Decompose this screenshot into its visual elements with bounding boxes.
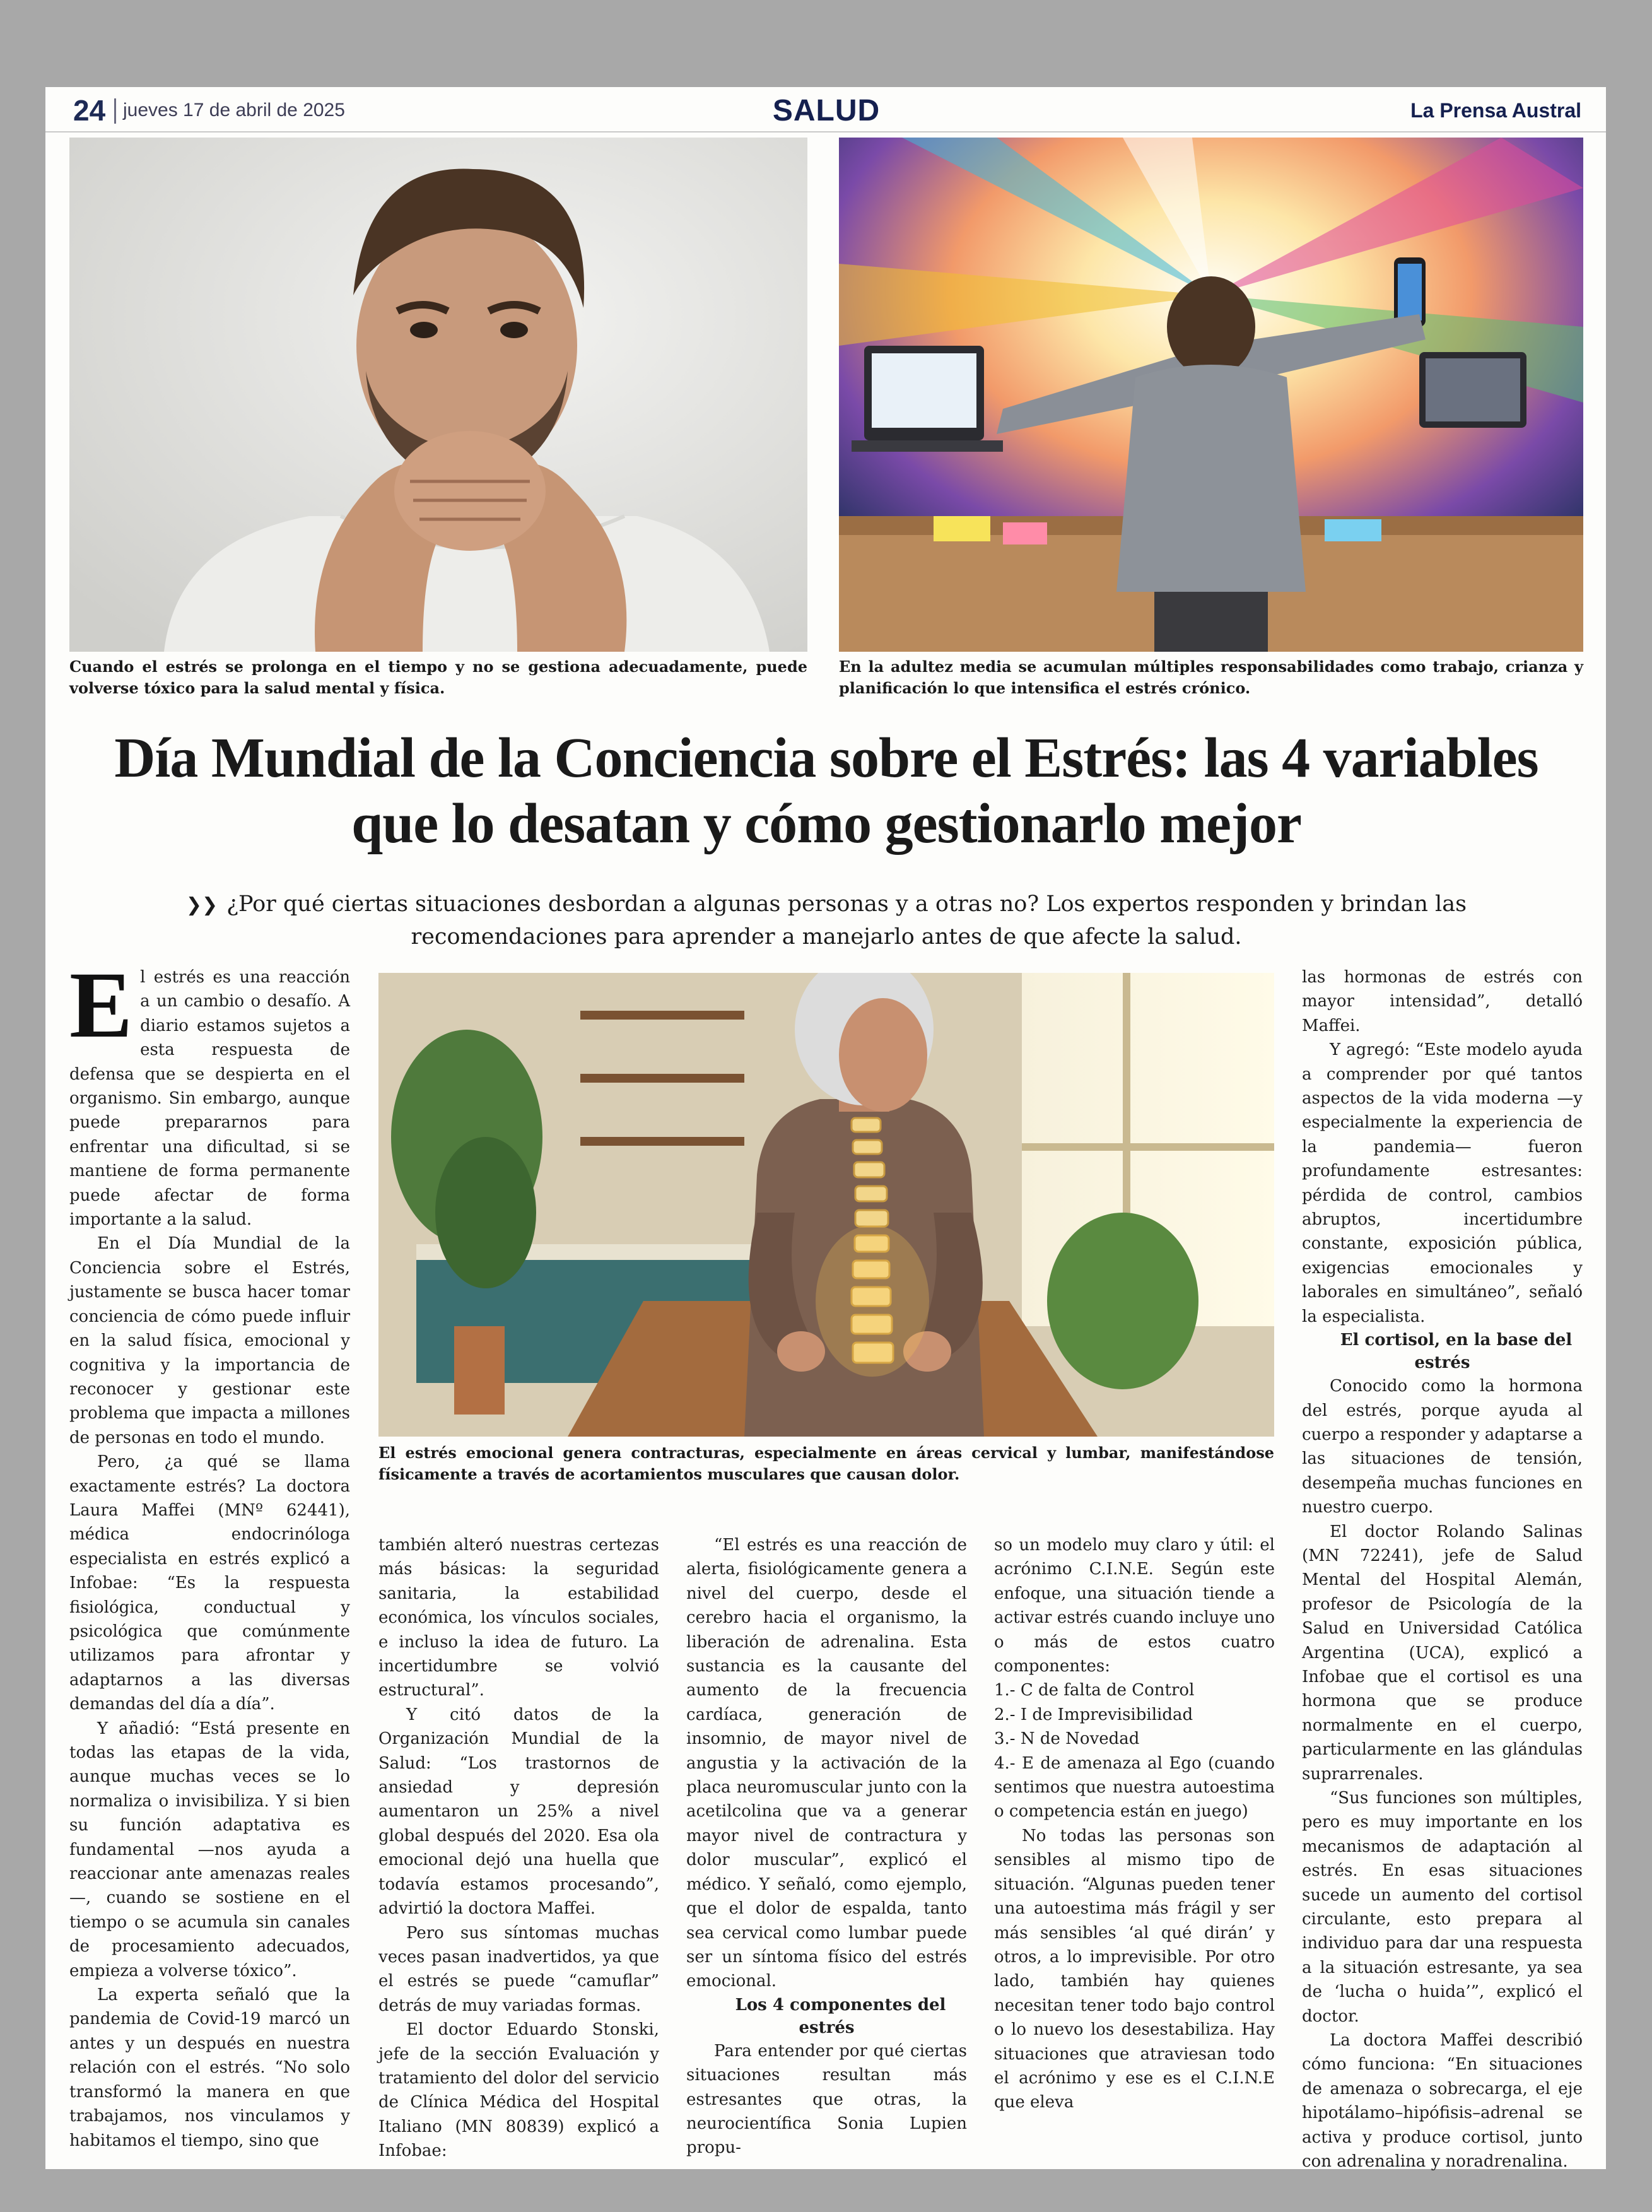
article-paragraph: El doctor Rolando Salinas (MN 72241), jefe de Salud Mental del Hospital Alemán, profesor de Psicología de la Salud en Universidad Católica Argentina (UCA), explicó a Infobae que el cortisol es una hormona que se produce normalmente en el cuerpo, particularmente en las glándulas suprarrenales.: [1302, 1522, 1583, 1784]
photo-stressed-man: [69, 138, 807, 652]
list-item: 1.- C de falta de Control: [994, 1681, 1195, 1700]
chevron-right-icon: ❯❯: [185, 894, 218, 916]
article-paragraph: El estrés es una reacción a un cambio o desafío. A diario estamos sujetos a esta respuesta de defensa que se despierta en el organismo. Sin embargo, aunque puede prepararnos para enfrentar una dificultad, si se mantiene de forma permanente puede afectar de forma importante a la salud.: [69, 953, 350, 1230]
article-paragraph: Y añadió: “Está presente en todas las etapas de la vida, aunque muchas veces se lo normaliza o invisibiliza. Y si bien su función adaptativa es fundamental —nos ayuda a reaccionar ante amenazas reales—, cuando se sostiene en el tiempo o se acumula sin canales de procesamiento adecuados, empieza a volverse tóxico”.: [69, 1719, 350, 1980]
article-lede: [145, 888, 1508, 953]
section-title: SALUD: [772, 93, 881, 127]
dropcap: E: [69, 953, 133, 1057]
photo-caption: En la adultez media se acumulan múltiples responsabilidades como trabajo, crianza y planificación lo que intensifica el estrés crónico.: [839, 657, 1583, 697]
article-paragraph: Pero, ¿a qué se llama exactamente estrés? La doctora Laura Maffei (MNº 62441), médica endocrinóloga especialista en estrés explicó a Infobae: “Es la respuesta fisiológica, conductual y psicológica que comúnmente utilizamos para afrontar y adaptarnos a las diversas demandas del día a día”.: [69, 1452, 350, 1714]
article-paragraph: Pero sus síntomas muchas veces pasan inadvertidos, ya que el estrés se puede “camuflar” detrás de muy variadas formas.: [378, 1923, 659, 2015]
article-paragraph: “El estrés es una reacción de alerta, fisiológicamente genera a nivel del cuerpo, desde el cerebro hacia el organismo, la liberación de adrenalina. Esta sustancia es la causante del aumento de la frecuencia cardíaca, generación de insomnio, de mayor nivel de angustia y la activación de la placa neuromuscular junto con la acetilcolina que va a generar mayor nivel de contractura y dolor muscular”, explicó el médico. Y señaló, como ejemplo, que el dolor de espalda, tanto sea cervical como lumbar puede ser un síntoma físico del estrés emocional.: [686, 1536, 967, 1991]
article-paragraph: La doctora Maffei describió cómo funciona: “En situaciones de amenaza o sobrecarga, el eje hipotálamo–hipófisis–adrenal se activa y produce cortisol, junto con adrenalina y noradrenalina.: [1302, 2031, 1583, 2172]
section-subhead: El cortisol, en la base del estrés: [1340, 1331, 1573, 1373]
article-paragraph: “Sus funciones son múltiples, pero es muy importante en los mecanismos de adaptación al estrés. En esas situaciones sucede un aumento del cortisol circulante, esto prepara al individuo para dar una respuesta a la situación estresante, ya sea de ‘lucha o huida’”, explicó el doctor.: [1302, 1789, 1583, 2026]
article-paragraph: La experta señaló que la pandemia de Covid-19 marcó un antes y un después en nuestra relación con el estrés. “No solo transformó la manera en que trabajamos, nos vinculamos y habitamos el tiempo, sino que: [69, 1986, 350, 2150]
header-rule: [45, 131, 1606, 132]
list-item: 4.- E de amenaza al Ego (cuando sentimos que nuestra autoestima o competencia están en juego): [994, 1753, 1275, 1821]
header-separator: [114, 98, 116, 124]
article-paragraph: Para entender por qué ciertas situaciones resultan más estresantes que otras, la neurocientífica Sonia Lupien propu-: [686, 2041, 967, 2158]
newspaper-name: La Prensa Austral: [1410, 98, 1581, 122]
article-column-3: [686, 1533, 967, 2160]
article-column-4: [994, 1533, 1275, 2115]
section-subhead: Los 4 componentes del estrés: [735, 1995, 946, 2037]
article-paragraph: Y citó datos de la Organización Mundial de la Salud: “Los trastornos de ansiedad y depresión aumentaron un 25% a nivel global después del 2020. Esa ola emocional dejó una huella que todavía estamos procesando”, advirtió la doctora Maffei.: [378, 1705, 659, 1919]
article-paragraph: Conocido como la hormona del estrés, porque ayuda al cuerpo a responder y adaptarse a las situaciones de tensión, desempeña muchas funciones en nuestro cuerpo.: [1302, 1377, 1583, 1517]
page-number: 24: [73, 94, 106, 127]
publication-date: jueves 17 de abril de 2025: [123, 100, 345, 121]
article-paragraph: Y agregó: “Este modelo ayuda a comprender por qué tantos aspectos de la vida moderna —y especialmente la experiencia de la pandemia— fueron profundamente estresantes: pérdida de control, cambios abruptos, incertidumbre constante, exposición pública, exigencias emocionales y laborales en simultáneo”, señaló la especialista.: [1302, 1040, 1583, 1326]
lede-text: ¿Por qué ciertas situaciones desbordan a algunas personas y a otras no? Los expertos responden y brindan las recomendaciones para aprender a manejarlo antes de que afecte la salud.: [226, 891, 1467, 950]
article-paragraph: también alteró nuestras certezas más básicas: la seguridad sanitaria, la estabilidad económica, los vínculos sociales, e incluso la idea de futuro. La incertidumbre se volvió estructural”.: [378, 1536, 659, 1700]
article-column-5: [1302, 965, 1583, 2174]
photo-caption: Cuando el estrés se prolonga en el tiempo y no se gestiona adecuadamente, puede volverse tóxico para la salud mental y física.: [69, 657, 807, 697]
article-paragraph: En el Día Mundial de la Conciencia sobre el Estrés, justamente se busca hacer tomar conciencia de cómo puede influir en la salud física, emocional y cognitiva y la importancia de reconocer y gestionar este problema que impacta a millones de personas en todo el mundo.: [69, 1234, 350, 1447]
article-column-1: [69, 953, 350, 2153]
photo-caption: El estrés emocional genera contracturas, especialmente en áreas cervical y lumbar, manifestándose físicamente a través de acortamientos musculares que causan dolor.: [378, 1444, 1274, 1483]
article-paragraph: No todas las personas son sensibles al mismo tipo de situación. “Algunas pueden tener una autoestima más frágil y ser más sensibles ‘al qué dirán’ y otros, a lo imprevisible. Por otro lado, también hay quienes necesitan tener todo bajo control o lo nuevo los desestabiliza. Hay situaciones que atraviesan todo el acrónimo y ese es el C.I.N.E que eleva: [994, 1826, 1275, 2112]
article-paragraph: so un modelo muy claro y útil: el acrónimo C.I.N.E. Según este enfoque, una situación tiende a activar estrés cuando incluye uno o más de estos cuatro componentes:: [994, 1536, 1275, 1676]
article-paragraph: El doctor Eduardo Stonski, jefe de la sección Evaluación y tratamiento del dolor del servicio de Clínica Médica del Hospital Italiano (MN 80839) explicó a Infobae:: [378, 2020, 659, 2161]
article-column-2: [378, 1533, 659, 2163]
list-item: 3.- N de Novedad: [994, 1729, 1140, 1749]
photo-back-pain: [378, 973, 1274, 1437]
photo-multitasking-man: [839, 138, 1583, 652]
article-headline: Día Mundial de la Conciencia sobre el Estrés: las 4 variables que lo desatan y cómo gestionarlo mejor: [114, 727, 1538, 855]
list-item: 2.- I de Imprevisibilidad: [994, 1705, 1193, 1724]
article-paragraph: las hormonas de estrés con mayor intensidad”, detalló Maffei.: [1302, 968, 1583, 1035]
